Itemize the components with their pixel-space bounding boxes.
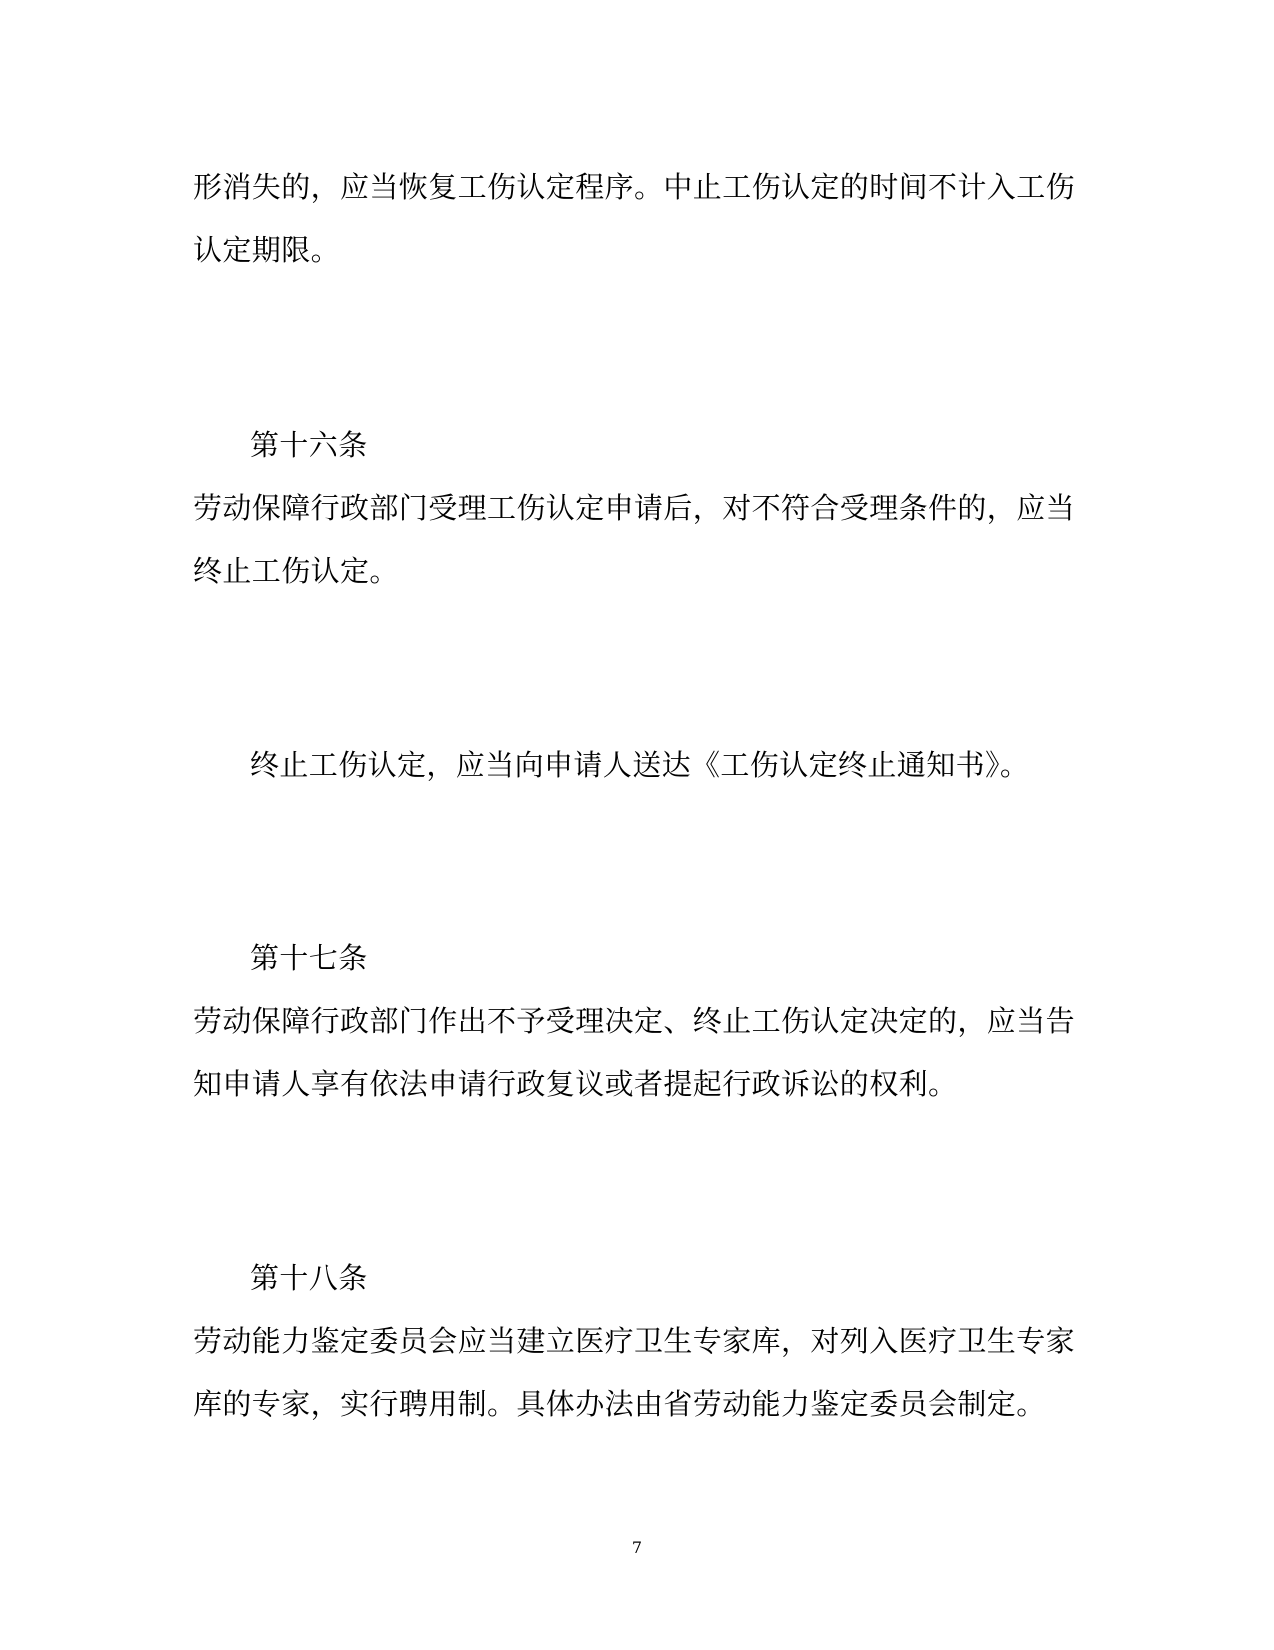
body-text-line: 终止工伤认定。 (193, 554, 399, 588)
body-text-line: 终止工伤认定，应当向申请人送达《工伤认定终止通知书》。 (250, 748, 1030, 782)
body-text-line: 劳动能力鉴定委员会应当建立医疗卫生专家库，对列入医疗卫生专家 (193, 1324, 1076, 1358)
body-text-line: 知申请人享有依法申请行政复议或者提起行政诉讼的权利。 (193, 1067, 958, 1101)
article-heading-17: 第十七条 (250, 941, 368, 975)
page-number: 7 (631, 1538, 643, 1557)
body-text-line: 库的专家，实行聘用制。具体办法由省劳动能力鉴定委员会制定。 (193, 1387, 1046, 1421)
body-text-line: 认定期限。 (193, 233, 341, 267)
body-text-line: 劳动保障行政部门受理工伤认定申请后，对不符合受理条件的，应当 (193, 491, 1076, 525)
body-text-line: 形消失的，应当恢复工伤认定程序。中止工伤认定的时间不计入工伤 (193, 170, 1076, 204)
article-heading-18: 第十八条 (250, 1261, 368, 1295)
body-text-line: 劳动保障行政部门作出不予受理决定、终止工伤认定决定的，应当告 (193, 1004, 1076, 1038)
article-heading-16: 第十六条 (250, 428, 368, 462)
